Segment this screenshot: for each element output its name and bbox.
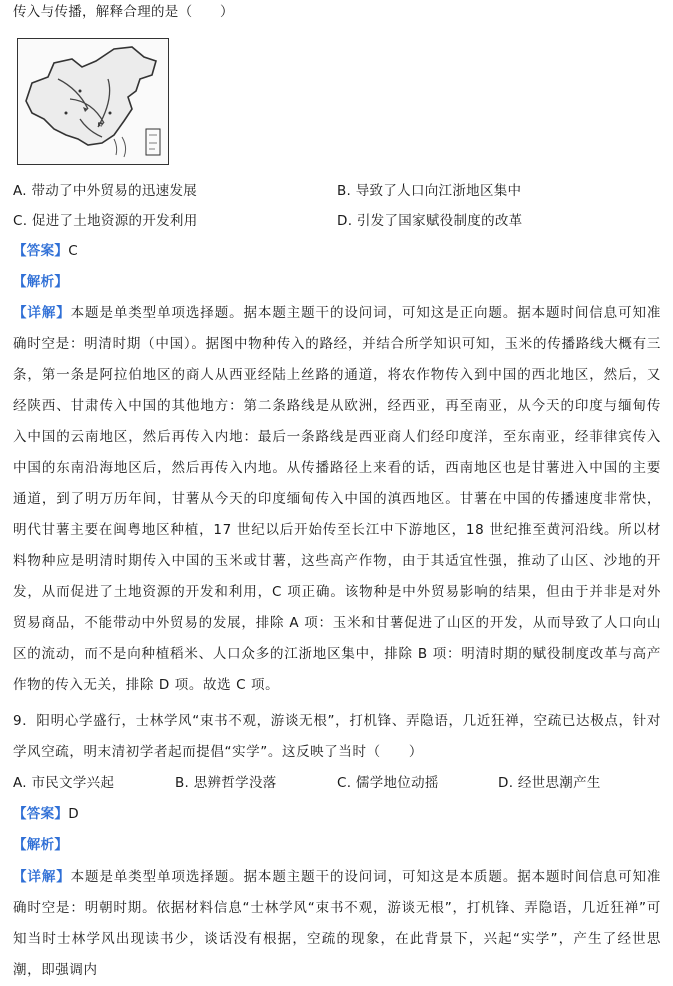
q9-option-b: B. 思辨哲学没落 (175, 775, 277, 791)
q8-detail-tag: 【详解】 (13, 305, 71, 321)
q9-answer (13, 805, 79, 823)
q8-stem-tail: 传入与传播，解释合理的是（ ） (13, 4, 234, 20)
china-map-figure (17, 38, 169, 165)
q8-detail-text: 本题是单类型单项选择题。据本题主题干的设问词，可知这是正向题。据本题时间信息可知准确时空是：明清时期（中国）。据图中物种传入的路经，并结合所学知识可知，玉米的传播路线大概有三条，第一条是阿拉伯地区的商人从西亚经陆上丝路的通道，将农作物传入到中国的西北地区，然后，又经陕西、甘肃传入中国的其他地方：第二条路线是从欧洲，经西亚，再至南亚，从今天的印度与缅甸传入中国的云南地区，然后再传入内地：最后一条路线是西亚商人们经印度洋，至东南亚，经菲律宾传入中国的东南沿海地区后，然后再传入内地。从传播路径上来看的话，西南地区也是甘薯进入中国的主要通道，到了明万历年间，甘薯从今天的印度缅甸传入中国的滇西地区。甘薯在中国的传播速度非常快，明代甘薯主要在闽粤地区种植，17 世纪以后开始传至长江中下游地区，18 世纪推至黄河沿线。所以材料物种应是明清时期传入中国的玉米或甘薯，这些高产作物，由于其适宜性强，推动了山区、沙地的开发，从而促进了土地资源的开发和利用，C 项正确。该物种是中外贸易影响的结果，但由于并非是对外贸易商品，不能带动中外贸易的发展，排除 A 项：玉米和甘薯促进了山区的开发，从而导致了人口向山区的流动，而不是向种植稻米、人口众多的江浙地区集中，排除 B 项：明清时期的赋役制度改革与高产作物的传入无关，排除 D 项。故选 C 项。 (13, 305, 661, 693)
q8-detail (13, 298, 661, 701)
q8-analysis-tag: 【解析】 (13, 274, 69, 290)
q8-answer-tag: 【答案】 (13, 243, 69, 259)
q9-option-d: D. 经世思潮产生 (498, 775, 601, 791)
q9-stem: 9．阳明心学盛行，士林学风“束书不观，游谈无根”，打机锋、弄隐语，几近狂禅，空疏已达极点，针对学风空疏，明末清初学者起而提倡“实学”。这反映了当时（ ） (13, 713, 661, 760)
q9-option-a: A. 市民文学兴起 (13, 775, 115, 791)
q8-analysis-heading (13, 273, 68, 291)
q8-answer-value: C (68, 243, 78, 259)
q8-option-c: C. 促进了土地资源的开发利用 (13, 213, 198, 229)
q9-detail-text: 本题是单类型单项选择题。据本题主题干的设问词，可知这是本质题。据本题时间信息可知准确时空是：明朝时期。依据材料信息“士林学风“束书不观，游谈无根”，打机锋、弄隐语，几近狂禅”可知当时士林学风出现读书少，谈话没有根据，空疏的现象，在此背景下，兴起“实学”，产生了经世思潮，即强调内 (13, 869, 661, 978)
q9-answer-tag: 【答案】 (13, 806, 69, 822)
q8-option-a: A. 带动了中外贸易的迅速发展 (13, 183, 198, 199)
q9-detail (13, 862, 661, 978)
q9-analysis-tag: 【解析】 (13, 837, 69, 853)
china-map-icon (18, 39, 167, 163)
q9-option-c: C. 儒学地位动摇 (337, 775, 439, 791)
q8-option-b: B. 导致了人口向江浙地区集中 (337, 183, 522, 199)
q9-analysis-heading (13, 836, 68, 854)
q8-option-d: D. 引发了国家赋役制度的改革 (337, 213, 523, 229)
q8-answer (13, 242, 78, 260)
q9-answer-value: D (68, 806, 79, 822)
q9-detail-tag: 【详解】 (13, 869, 71, 885)
